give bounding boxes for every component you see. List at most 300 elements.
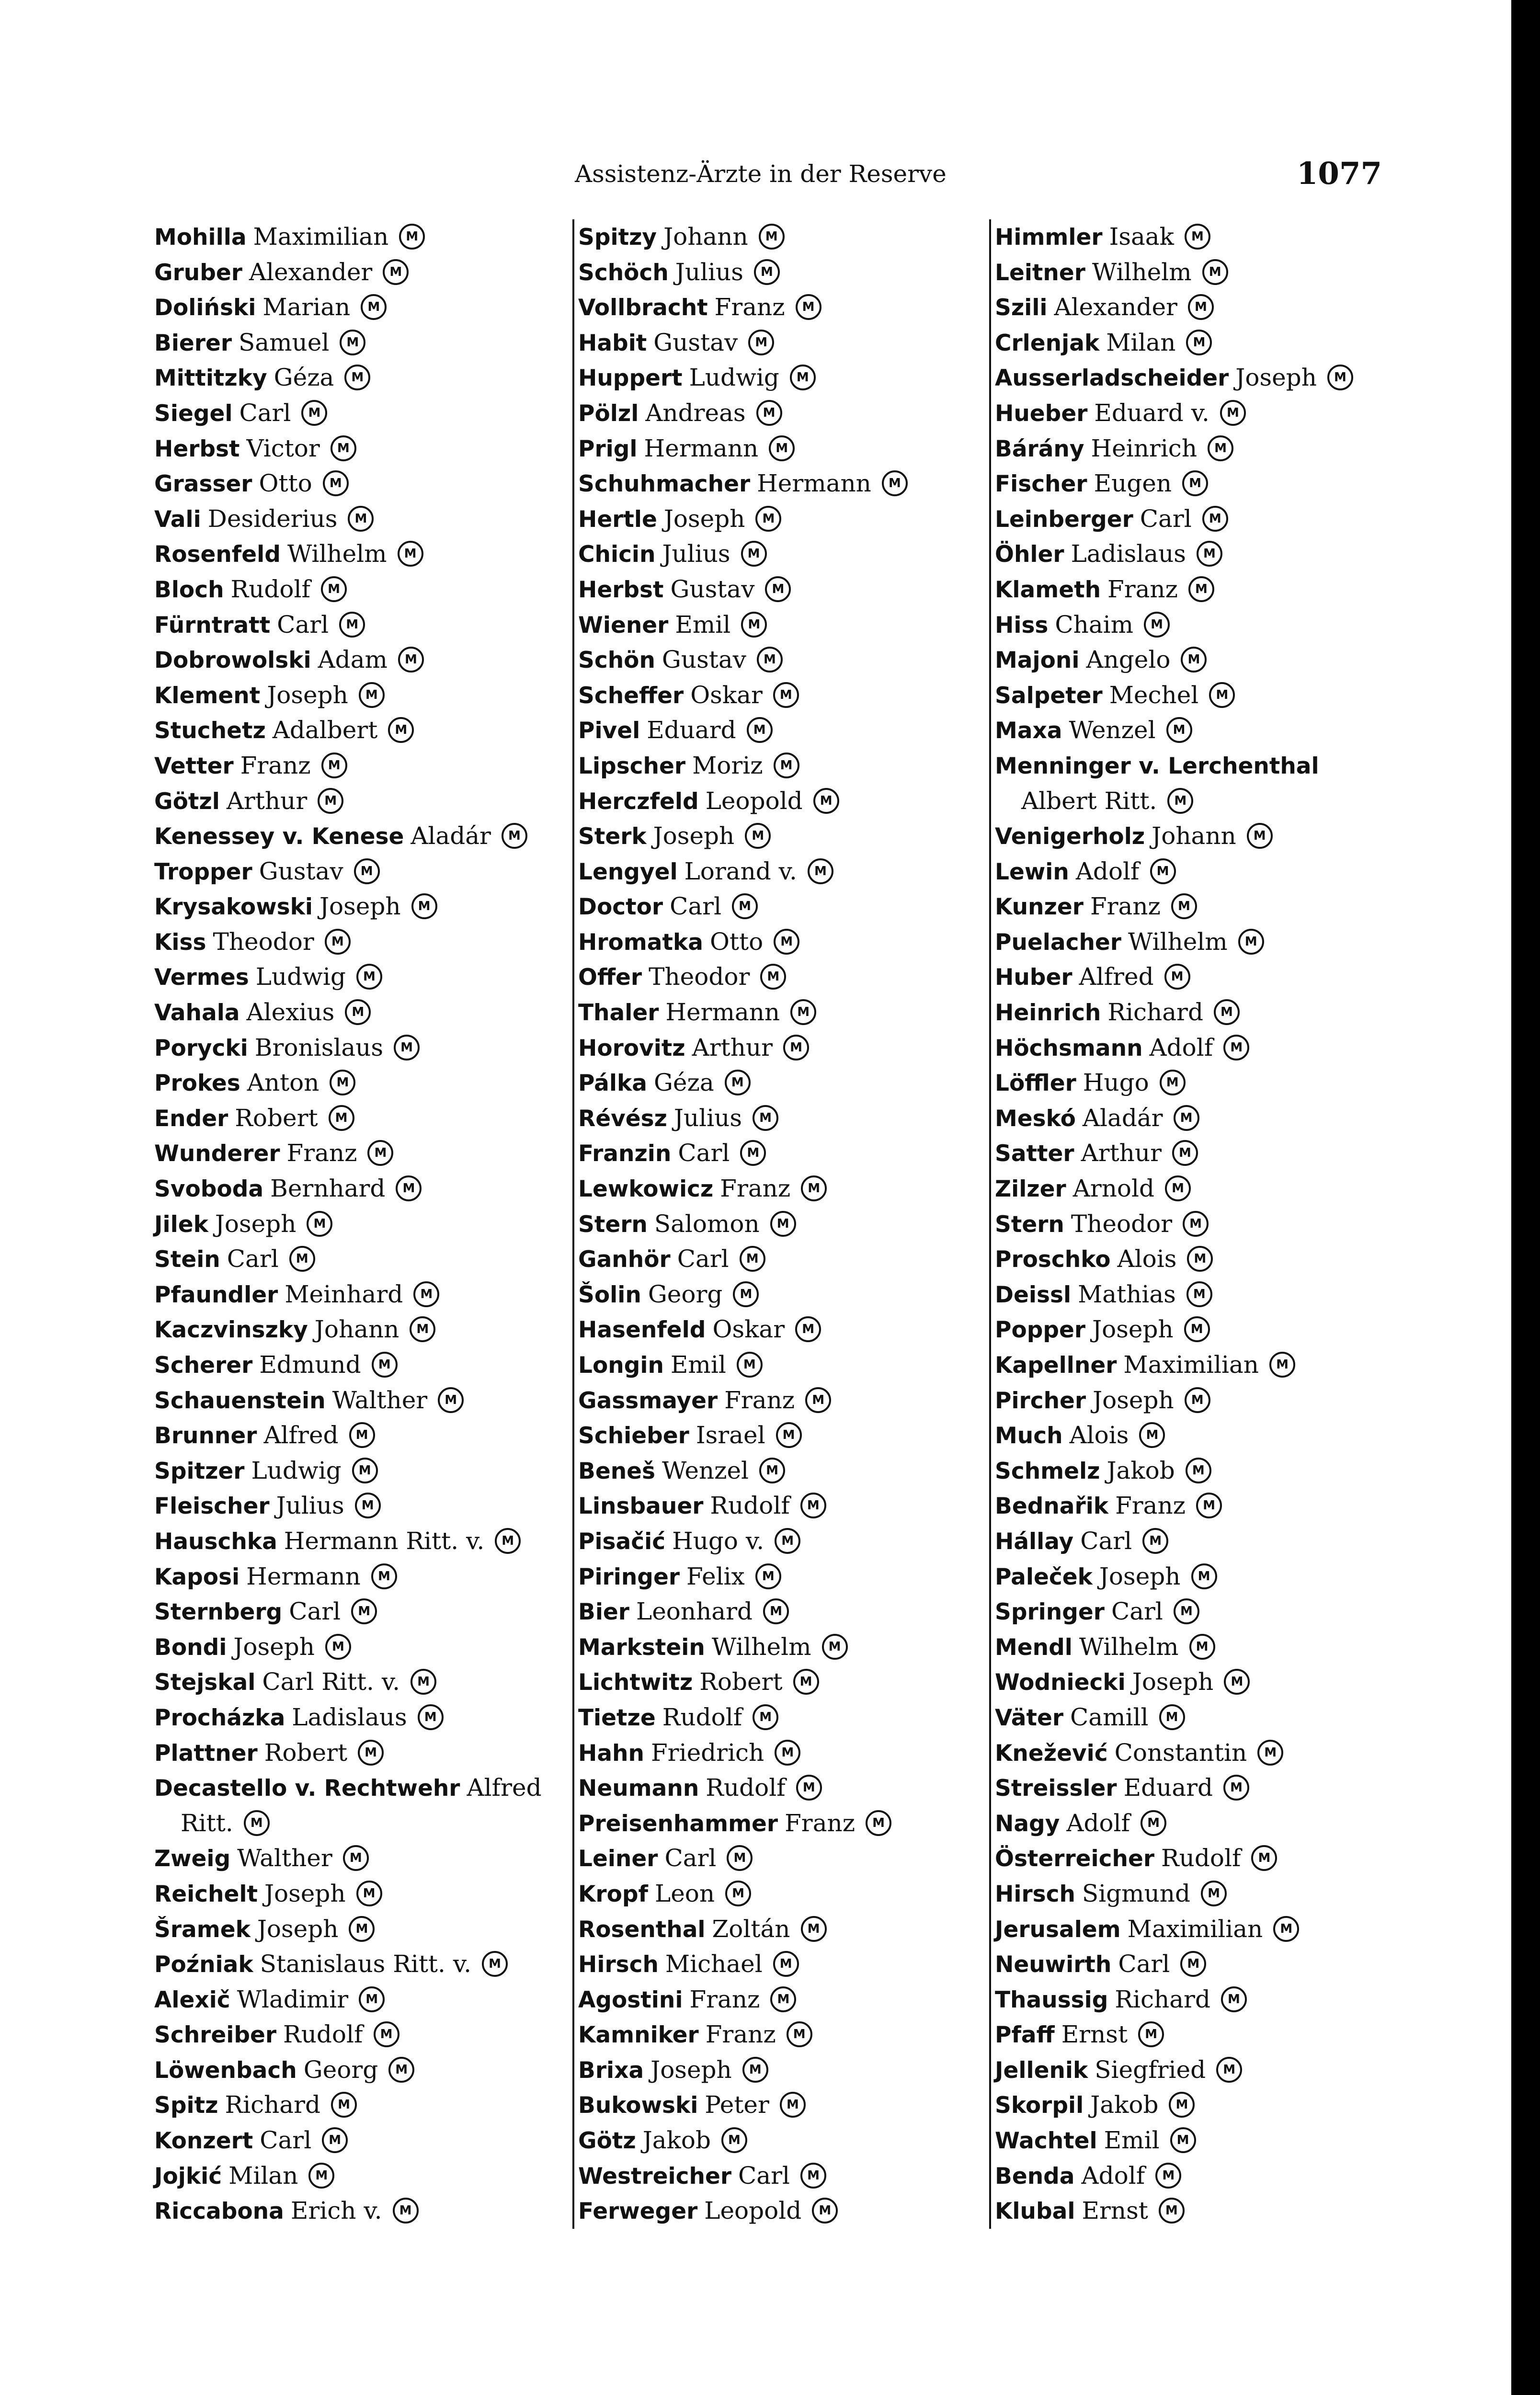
circled-m-icon: M <box>773 682 799 708</box>
surname: Agostini <box>578 1986 683 2013</box>
given-name: Walther <box>237 1844 332 1872</box>
surname: Springer <box>995 1599 1105 1626</box>
given-name: Robert <box>699 1668 783 1696</box>
circled-m-icon: M <box>776 1422 802 1448</box>
list-item <box>578 924 990 960</box>
circled-m-icon: M <box>866 1810 891 1836</box>
circled-m-icon: M <box>796 294 821 320</box>
list-item <box>995 1630 1416 1665</box>
circled-m-icon: M <box>301 400 327 426</box>
given-name: Wilhelm <box>711 1632 811 1661</box>
list-item <box>578 1418 990 1453</box>
circled-m-icon: M <box>1139 1422 1165 1448</box>
surname: Schauenstein <box>154 1387 326 1414</box>
surname: Konzert <box>154 2128 253 2155</box>
given-name: Ladislaus <box>1071 540 1186 568</box>
surname: Schöch <box>578 259 669 286</box>
circled-m-icon: M <box>344 365 370 390</box>
given-name: Alexius <box>246 998 335 1026</box>
list-item <box>578 959 990 995</box>
circled-m-icon: M <box>774 753 799 778</box>
list-item <box>154 1559 561 1595</box>
given-name: Carl <box>260 2126 312 2155</box>
circled-m-icon: M <box>745 823 771 849</box>
list-item <box>154 1383 561 1418</box>
list-item <box>154 2053 561 2088</box>
circled-m-icon: M <box>359 682 385 708</box>
given-name: Eduard <box>647 716 736 744</box>
list-item <box>578 1524 990 1559</box>
given-name: Alois <box>1117 1245 1177 1273</box>
circled-m-icon: M <box>1223 1035 1249 1061</box>
surname: Lichtwitz <box>578 1669 693 1696</box>
circled-m-icon: M <box>502 823 527 849</box>
list-item <box>995 1030 1416 1066</box>
list-item <box>578 1383 990 1418</box>
list-item <box>154 784 561 819</box>
given-name: Carl <box>1080 1527 1132 1555</box>
list-item <box>578 1136 990 1171</box>
circled-m-icon: M <box>393 2198 419 2224</box>
circled-m-icon: M <box>1247 823 1273 849</box>
surname: Hasenfeld <box>578 1317 706 1344</box>
surname: Paleček <box>995 1563 1093 1590</box>
given-name: Bernhard <box>270 1175 386 1203</box>
surname: Spitzy <box>578 224 657 251</box>
circled-m-icon: M <box>355 1493 381 1518</box>
given-name: Hermann <box>644 434 759 462</box>
surname: Šolin <box>578 1281 641 1308</box>
surname: Dobrowolski <box>154 647 311 674</box>
circled-m-icon: M <box>1269 1352 1295 1378</box>
list-item <box>578 995 990 1030</box>
list-item <box>995 959 1416 995</box>
given-name: Marian <box>262 293 351 321</box>
given-name: Ludwig <box>251 1456 342 1484</box>
circled-m-icon: M <box>822 1634 848 1660</box>
surname: Leinberger <box>995 506 1133 533</box>
circled-m-icon: M <box>733 1281 759 1307</box>
given-name: Rudolf <box>710 1492 790 1520</box>
given-name: Otto <box>709 927 764 956</box>
given-name: Franz <box>724 1386 795 1414</box>
scan-edge-bar <box>1511 0 1540 2395</box>
surname: Lewkowicz <box>578 1176 714 1203</box>
surname: Götz <box>578 2128 636 2155</box>
page-number: 1077 <box>1296 156 1382 192</box>
surname: Vali <box>154 506 201 533</box>
list-item <box>995 784 1416 819</box>
given-name: Julius <box>675 258 743 286</box>
surname: Lewin <box>995 858 1069 885</box>
circled-m-icon: M <box>398 647 424 673</box>
circled-m-icon: M <box>1164 964 1190 990</box>
surname: Schmelz <box>995 1458 1100 1484</box>
given-name: Alexander <box>1054 293 1177 321</box>
surname: Maxa <box>995 718 1062 744</box>
list-item <box>154 290 561 325</box>
surname: Alexič <box>154 1986 230 2013</box>
surname: Höchsmann <box>995 1035 1143 1061</box>
given-name: Carl Ritt. v. <box>262 1668 400 1696</box>
list-item <box>578 466 990 502</box>
surname: Markstein <box>578 1634 705 1661</box>
surname: Huber <box>995 964 1072 991</box>
list-item <box>995 748 1416 784</box>
surname: Doctor <box>578 894 663 921</box>
given-name: Felix <box>686 1562 745 1590</box>
circled-m-icon: M <box>343 1845 369 1871</box>
given-name: Desiderius <box>207 504 338 533</box>
page-title: Assistenz-Ärzte in der Reserve <box>575 160 947 188</box>
given-name: Eduard v. <box>1094 399 1209 427</box>
circled-m-icon: M <box>1214 999 1240 1025</box>
list-item <box>578 2193 990 2229</box>
circled-m-icon: M <box>774 929 799 955</box>
list-item <box>995 678 1416 713</box>
list-item <box>578 1982 990 2018</box>
surname: Hauschka <box>154 1528 277 1555</box>
circled-m-icon: M <box>1223 1775 1249 1801</box>
surname: Pircher <box>995 1387 1086 1414</box>
surname: Hirsch <box>995 1881 1075 1907</box>
list-item <box>578 1841 990 1876</box>
surname: Szili <box>995 295 1048 321</box>
list-item <box>995 572 1416 607</box>
given-name: Alfred <box>467 1774 542 1802</box>
circled-m-icon: M <box>1144 612 1170 638</box>
list-item <box>578 255 990 290</box>
circled-m-icon: M <box>721 2127 747 2153</box>
given-name: Maximilian <box>1123 1351 1259 1379</box>
given-name: Franz <box>1090 892 1161 921</box>
list-item <box>154 713 561 748</box>
list-item <box>995 1876 1416 1912</box>
surname: Šramek <box>154 1916 251 1943</box>
list-item <box>154 2017 561 2053</box>
circled-m-icon: M <box>747 717 773 743</box>
list-item <box>995 1912 1416 1947</box>
list-item <box>995 1770 1416 1806</box>
circled-m-icon: M <box>1224 1669 1250 1695</box>
surname: Doliński <box>154 295 256 321</box>
surname: Venigerholz <box>995 823 1145 850</box>
list-item <box>995 431 1416 467</box>
circled-m-icon: M <box>1196 1493 1222 1518</box>
given-name: Eugen <box>1094 469 1172 498</box>
list-item <box>154 219 561 255</box>
given-name: Joseph <box>1235 364 1317 392</box>
list-item <box>154 1065 561 1101</box>
given-name: Johann <box>663 223 748 251</box>
given-name: Adolf <box>1066 1809 1130 1837</box>
list-item <box>578 889 990 924</box>
list-item <box>995 255 1416 290</box>
list-item <box>995 1524 1416 1559</box>
given-name: Wilhelm <box>1079 1632 1179 1661</box>
given-name: Johann <box>1152 822 1236 850</box>
circled-m-icon: M <box>756 400 782 426</box>
circled-m-icon: M <box>354 858 380 884</box>
surname: Much <box>995 1423 1063 1449</box>
circled-m-icon: M <box>361 294 387 320</box>
surname: Wachtel <box>995 2128 1097 2155</box>
surname: Neumann <box>578 1775 699 1802</box>
given-name: Gustav <box>653 328 738 356</box>
circled-m-icon: M <box>780 2092 806 2118</box>
list-item <box>578 1559 990 1595</box>
circled-m-icon: M <box>808 858 833 884</box>
surname: Piringer <box>578 1563 680 1590</box>
given-name: Emil <box>1104 2126 1160 2155</box>
given-name: Eduard <box>1123 1774 1213 1802</box>
surname: Hromatka <box>578 929 703 956</box>
circled-m-icon: M <box>1181 647 1207 673</box>
given-name: Jakob <box>1090 2091 1159 2119</box>
surname: Schön <box>578 647 655 674</box>
surname: Franzin <box>578 1140 672 1167</box>
given-name: Johann <box>314 1315 399 1344</box>
circled-m-icon: M <box>325 929 351 955</box>
circled-m-icon: M <box>1180 1951 1206 1977</box>
list-item <box>154 1171 561 1207</box>
given-name: Carl <box>670 892 722 921</box>
given-name: Constantin <box>1114 1738 1247 1767</box>
surname: Kaposi <box>154 1563 240 1590</box>
surname: Benda <box>995 2163 1075 2190</box>
given-name: Theodor <box>1071 1209 1173 1238</box>
circled-m-icon: M <box>759 1458 785 1483</box>
surname: Fürntratt <box>154 612 271 639</box>
given-name: Franz <box>1115 1492 1186 1520</box>
list-item <box>995 1383 1416 1418</box>
surname: Habit <box>578 330 647 356</box>
surname: Hállay <box>995 1528 1074 1555</box>
surname: Salpeter <box>995 682 1103 709</box>
list-item <box>154 924 561 960</box>
surname: Bier <box>578 1599 629 1626</box>
list-item <box>154 642 561 678</box>
circled-m-icon: M <box>438 1387 464 1413</box>
given-name: Ladislaus <box>292 1703 407 1731</box>
given-name: Joseph <box>1093 1386 1174 1414</box>
surname: Pálka <box>578 1070 647 1097</box>
given-name: Theodor <box>649 963 750 991</box>
circled-m-icon: M <box>796 1775 822 1801</box>
circled-m-icon: M <box>325 1634 351 1660</box>
given-name: Carl <box>277 610 329 639</box>
given-name: Hermann <box>665 998 780 1026</box>
list-item <box>995 607 1416 643</box>
circled-m-icon: M <box>1257 1740 1283 1766</box>
given-name: Jakob <box>642 2126 711 2155</box>
circled-m-icon: M <box>1169 2092 1195 2118</box>
given-name: Joseph <box>1099 1562 1181 1590</box>
given-name: Georg <box>648 1280 723 1308</box>
surname: Streissler <box>995 1775 1117 1802</box>
list-item <box>154 1453 561 1489</box>
circled-m-icon: M <box>356 964 382 990</box>
given-name: Carl <box>227 1245 279 1273</box>
given-name: Franz <box>240 751 311 779</box>
list-item <box>154 1594 561 1630</box>
surname: Preisenhammer <box>578 1810 778 1837</box>
surname: Mendl <box>995 1634 1072 1661</box>
surname: Bednařik <box>995 1493 1109 1520</box>
surname: Wunderer <box>154 1140 280 1167</box>
circled-m-icon: M <box>769 435 795 461</box>
list-item <box>154 959 561 995</box>
circled-m-icon: M <box>753 1704 778 1730</box>
list-item <box>578 642 990 678</box>
surname: Himmler <box>995 224 1103 251</box>
surname: Ferweger <box>578 2198 698 2225</box>
given-name: Alfred <box>263 1421 339 1449</box>
surname: Jellenik <box>995 2057 1088 2084</box>
given-name: Joseph <box>267 681 348 709</box>
surname: Satter <box>995 1140 1074 1167</box>
circled-m-icon: M <box>1197 541 1222 567</box>
surname: Stein <box>154 1246 220 1273</box>
list-item <box>578 1242 990 1277</box>
circled-m-icon: M <box>482 1951 508 1977</box>
surname: Wodniecki <box>995 1669 1126 1696</box>
given-name: Michael <box>665 1950 763 1978</box>
circled-m-icon: M <box>321 576 347 602</box>
given-name: Sigmund <box>1082 1879 1190 1907</box>
surname: Proschko <box>995 1246 1111 1273</box>
list-item <box>578 2053 990 2088</box>
circled-m-icon: M <box>1182 470 1208 496</box>
circled-m-icon: M <box>801 1175 827 1201</box>
given-name: Siegfried <box>1095 2055 1206 2084</box>
circled-m-icon: M <box>413 1281 439 1307</box>
circled-m-icon: M <box>732 893 758 919</box>
list-item <box>995 1947 1416 1982</box>
given-name: Joseph <box>1092 1315 1174 1344</box>
list-item <box>154 466 561 502</box>
circled-m-icon: M <box>770 1986 796 2012</box>
given-name: Otto <box>259 469 312 498</box>
circled-m-icon: M <box>1174 1598 1199 1624</box>
surname: Bukowski <box>578 2092 698 2119</box>
circled-m-icon: M <box>812 2198 838 2224</box>
list-item <box>154 1488 561 1524</box>
list-item <box>578 1806 990 1841</box>
surname: Stuchetz <box>154 718 266 744</box>
surname: Vermes <box>154 964 249 991</box>
circled-m-icon: M <box>725 1881 751 1906</box>
given-name: Géza <box>653 1069 714 1097</box>
list-item <box>578 1312 990 1347</box>
list-item <box>578 1207 990 1242</box>
given-name: Emil <box>675 610 731 639</box>
surname: Hueber <box>995 400 1088 427</box>
list-item <box>154 889 561 924</box>
given-name: Carl <box>1118 1950 1170 1978</box>
circled-m-icon: M <box>1160 1070 1186 1095</box>
list-item <box>154 607 561 643</box>
surname: Chicin <box>578 541 656 568</box>
circled-m-icon: M <box>418 1704 444 1730</box>
surname: Herbst <box>154 435 240 462</box>
list-item <box>154 2158 561 2194</box>
given-name: Arnold <box>1072 1175 1155 1203</box>
list-item <box>578 784 990 819</box>
circled-m-icon: M <box>1202 259 1228 285</box>
list-item <box>578 572 990 607</box>
list-item <box>154 1101 561 1136</box>
circled-m-icon: M <box>372 1352 398 1378</box>
circled-m-icon: M <box>775 1528 800 1554</box>
list-item <box>578 1453 990 1489</box>
given-name: Carl <box>289 1597 341 1626</box>
name-column-2 <box>572 219 990 2229</box>
given-name: Carl <box>738 2161 790 2190</box>
circled-m-icon: M <box>755 506 781 532</box>
circled-m-icon: M <box>289 1246 315 1272</box>
circled-m-icon: M <box>349 1422 375 1448</box>
list-item <box>995 2123 1416 2158</box>
circled-m-icon: M <box>356 1881 382 1906</box>
circled-m-icon: M <box>331 2092 357 2118</box>
circled-m-icon: M <box>1159 1704 1185 1730</box>
given-name: Adam <box>318 646 388 674</box>
list-item <box>995 1665 1416 1700</box>
given-name: Géza <box>274 364 334 392</box>
surname: Puelacher <box>995 929 1121 956</box>
given-name: Ludwig <box>255 963 346 991</box>
given-name: Israel <box>696 1421 765 1449</box>
circled-m-icon: M <box>1184 1316 1210 1342</box>
surname: Ausserladscheider <box>995 365 1229 392</box>
circled-m-icon: M <box>1188 294 1214 320</box>
surname: Bárány <box>995 435 1084 462</box>
given-name: Milan <box>1106 328 1176 356</box>
list-item <box>995 360 1416 396</box>
given-name: Franz <box>714 293 785 321</box>
circled-m-icon: M <box>308 2163 334 2189</box>
surname: Österreicher <box>995 1846 1154 1872</box>
surname: Brixa <box>578 2057 644 2084</box>
given-name: Franz <box>1107 575 1178 603</box>
given-name: Zoltán <box>712 1915 790 1943</box>
given-name: Hermann <box>757 469 871 498</box>
surname: Riccabona <box>154 2198 284 2225</box>
circled-m-icon: M <box>330 1070 355 1095</box>
circled-m-icon: M <box>882 470 908 496</box>
list-item <box>995 290 1416 325</box>
surname: Hertle <box>578 506 657 533</box>
surname: Fleischer <box>154 1493 270 1520</box>
circled-m-icon: M <box>307 1211 332 1237</box>
surname: Knežević <box>995 1740 1108 1767</box>
list-item <box>154 1665 561 1700</box>
list-item <box>578 1912 990 1947</box>
circled-m-icon: M <box>374 2021 399 2047</box>
list-item <box>995 2053 1416 2088</box>
given-name: Carl <box>239 399 291 427</box>
surname: Pfaff <box>995 2022 1055 2049</box>
circled-m-icon: M <box>349 1916 375 1942</box>
surname: Vetter <box>154 753 234 779</box>
given-name: Robert <box>235 1104 318 1132</box>
surname: Pölzl <box>578 400 639 427</box>
circled-m-icon: M <box>1251 1845 1277 1871</box>
circled-m-icon: M <box>321 753 347 778</box>
list-item <box>154 396 561 431</box>
given-name: Friedrich <box>650 1738 764 1767</box>
